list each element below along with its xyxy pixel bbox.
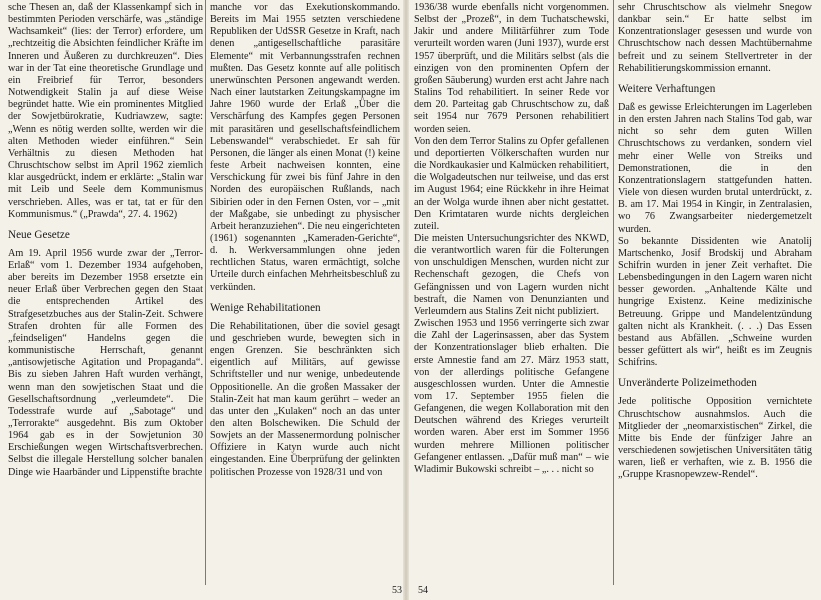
paragraph: Am 19. April 1956 wurde zwar der „Terror-Erlaß“ vom 1. Dezember 1934 aufgehoben, aber bereits im Dezember 1958 ersetzte ein neuer Erlaß über Verbrechen gegen den Staat die entsprechenden Artikel des Strafgesetzbuches aus der Stalin-Zeit. Schwere Strafen drohten für alle Formen des „feindseligen“ Handelns gegen die kommunistische Herrschaft, genannt „antisowjetische Agitation und Propaganda“. Bis zu sieben Jahren Haft wurden verhängt, wenn man den sowjetischen Staat und die Gesellschaftsordnung „verleumdete“. Die Todesstrafe wurde auf „Sabotage“ und „Terrorakte“ ausgedehnt. Bis zum Oktober 1964 gab es in der Sowjetunion 30 Erschießungen wegen Wirtschaftsverbrechen. Selbst die illegale Herstellung solcher banalen Dinge wie Haarbänder und Lippenstifte brachte: [8, 247, 203, 478]
right-page-column-2: [618, 2, 812, 481]
left-page: [0, 0, 405, 600]
left-page-column-1: [8, 2, 203, 479]
paragraph: sche Thesen an, daß der Klassenkampf sich in bestimmten Perioden verschärfe, was „ständige Wachsamkeit“ (lies: der Terror) erfordere, um „rechtzeitig die Absichten feindlicher Kräfte im Inneren und Äußeren zu durchkreuzen“. Dies war in der Tat eine theoretische Grundlage und ein Freibrief für Terror, besonders Notwendigkeit Stalin ja auf diese Weise begründet hatte. Wie ein prominentes Mitglied der Sowjetbürokratie, Kudriawzew, sagte: „Wenn es nötig werden sollte, werden wir die alten Methoden wieder einführen.“ Sein Verhältnis zu diesen Methoden hat Chruschtschow selbst im April 1962 ziemlich klar ausgedrückt, indem er erklärte: „Stalin war mit Leib und Seele dem Kommunismus verschrieben. Alles, was er tat, tat er für den Kommunismus.“ („Prawda“, 27. 4. 1962): [8, 2, 203, 220]
paragraph: Daß es gewisse Erleichterungen im Lagerleben in den ersten Jahren nach Stalins Tod gab, war nicht so sehr dem guten Willen Chruschtschows zu verdanken, sondern viel mehr einer Welle von Streiks und Demonstrationen, die in den Konzentrationslagern stattgefunden hatten. Viele von diesen wurden brutal unterdrückt, z. B. am 17. Mai 1954 in Kingir, in Zentralasien, wo 76 Zwangsarbeiter niedergemetzelt wurden.: [618, 101, 812, 235]
column-divider: [205, 0, 206, 585]
paragraph: Jede politische Opposition vernichtete Chruschtschow ausnahmslos. Auch die Mitglieder der „neomarxistischen“ Zirkel, die Mitte bis Ende der fünfziger Jahre an verschiedenen sowjetischen Universitäten tätig waren, ließ er verhaften, wie z. B. 1956 die „Gruppe Krasnopewzew-Rendel“.: [618, 396, 812, 481]
section-heading: Wenige Rehabilitationen: [210, 301, 321, 314]
paragraph: sehr Chruschtschow als vielmehr Snegow dankbar sein.“ Er hatte selbst im Konzentrationslager gesessen und wurde von Chruschtschow nach dessen Machtübernahme befreit und zu seinem Stellvertreter in der Rehabilitierungskommission ernannt.: [618, 2, 812, 74]
right-page-column-1: [414, 2, 609, 476]
page-number: 54: [418, 585, 428, 596]
paragraph: Die meisten Untersuchungsrichter des NKWD, die verantwortlich waren für die Folterungen von unschuldigen Menschen, wurden nicht zur Rechenschaft gezogen, die Chefs von Gefängnissen und von Lagern wurden nicht bestraft, die Namen von Denunzianten und Verleumdern aus Stalins Zeit nicht publiziert.: [414, 232, 609, 317]
paragraph: Die Rehabilitationen, über die soviel gesagt und geschrieben wurde, bewegten sich in engen Grenzen. Sie beschränkten sich eigentlich auf Militärs, auf gewisse Schriftsteller und nur wenige, unbedeutende Oppositionelle. An die großen Massaker der Stalin-Zeit hat man kaum gerührt – weder an das unter den „Kulaken“ noch an das unter den alten Bolschewiken. Die Schuld der Sowjets an der Massenermordung polnischer Offiziere in Katyn wurde auch nicht eingestanden. Eine Überprüfung der gelinkten politischen Prozesse von 1928/31 und von: [210, 320, 400, 478]
paragraph: Von den dem Terror Stalins zu Opfer gefallenen und deportierten Völkerschaften wurden nur die Nordkaukasier und Kalmücken rehabilitiert, die Wolgadeutschen nur teilweise, und das erst im August 1964; eine Rückkehr in ihre Heimat an der Wolga wurde ihnen aber nicht gestattet. Den Krimtataren wurde nichts dergleichen zuteil.: [414, 135, 609, 232]
paragraph: manche vor das Exekutionskommando. Bereits im Mai 1955 setzten verschiedene Republiken der UdSSR Gesetze in Kraft, nach denen „antigesellschaftliche parasitäre Elemente“ mit Verbannungsstrafen rechnen mußten. Das Gesetz konnte auf alle politisch unerwünschten Personen angewandt werden. Nach einer lautstarken Zeitungskampagne im Jahre 1960 wurde der Erlaß „Über die Verschärfung des Kampfes gegen Personen mit parasitären und gesellschaftsfeindlichem Lebenswandel“ verabschiedet. Er sah für Personen, die länger als einen Monat (!) keine feste Arbeit nachweisen konnten, eine Verschickung für zwei bis fünf Jahre in den Norden des europäischen Rußlands, nach Sibirien oder in den Fernen Osten, vor – „mit der Maßgabe, sie unbedingt zu physischer Arbeit heranzuziehen“. Die neu eingerichteten (1961) sogenannten „Kameraden-Gerichte“, d. h. Werkversammlungen ohne jeden rechtlichen Status, waren ermächtigt, solche Urteile durch einfachen Mehrheitsbeschluß zu verkünden.: [210, 2, 400, 293]
book-gutter: [403, 0, 409, 600]
paragraph: Zwischen 1953 und 1956 verringerte sich zwar die Zahl der Lagerinsassen, aber das System der Konzentrationslager blieb erhalten. Die erste Amnestie fand am 27. März 1953 statt, von der allerdings politische Gefangene ausgeschlossen wurden. Unter die Amnestie vom 17. September 1955 fielen die Gefangenen, die wegen Kollaboration mit den Deutschen während des Krieges verurteilt worden waren. Aber erst im Sommer 1956 wurden mehrere Millionen politischer Gefangener entlassen. „Dafür muß man“ – wie Wladimir Bukowski schreibt – „. . . nicht so: [414, 318, 609, 475]
paragraph: 1936/38 wurde ebenfalls nicht vorgenommen. Selbst der „Prozeß“, in dem Tuchatschewski, Jakir und andere Militärführer zum Tode verurteilt worden waren (Juni 1937), wurde erst 1957 überprüft, und die Militärs selbst (als die einzigen von den prominenten Opfern der großen Säuberung) wurden erst acht Jahre nach Stalins Tod rehabilitiert. In seiner Rede vor dem 20. Parteitag gab Chruschtschow zu, daß seit 1954 nur 7679 Personen rehabilitiert worden seien.: [414, 2, 609, 135]
left-page-column-2: [210, 2, 400, 479]
section-heading: Weitere Verhaftungen: [618, 82, 716, 95]
paragraph: So bekannte Dissidenten wie Anatolij Martschenko, Josif Brodskij und Abraham Schifrin wurden in jener Zeit verhaftet. Die Lebensbedingungen in den Lagern waren nicht besser geworden. „Anhaltende Kälte und hungrige Existenz. Keine medizinische Betreuung. Grippe und Mandelentzündung galten nicht als Krankheit. (. . .) Das Essen bestand aus Abfällen. „Schweine wurden besser gefüttert als wir“, heißt es im Zeugnis Schifrins.: [618, 235, 812, 369]
column-divider: [613, 0, 614, 585]
page-number: 53: [392, 585, 402, 596]
section-heading: Neue Gesetze: [8, 228, 70, 241]
section-heading: Unveränderte Polizeimethoden: [618, 377, 757, 390]
right-page: [410, 0, 821, 600]
